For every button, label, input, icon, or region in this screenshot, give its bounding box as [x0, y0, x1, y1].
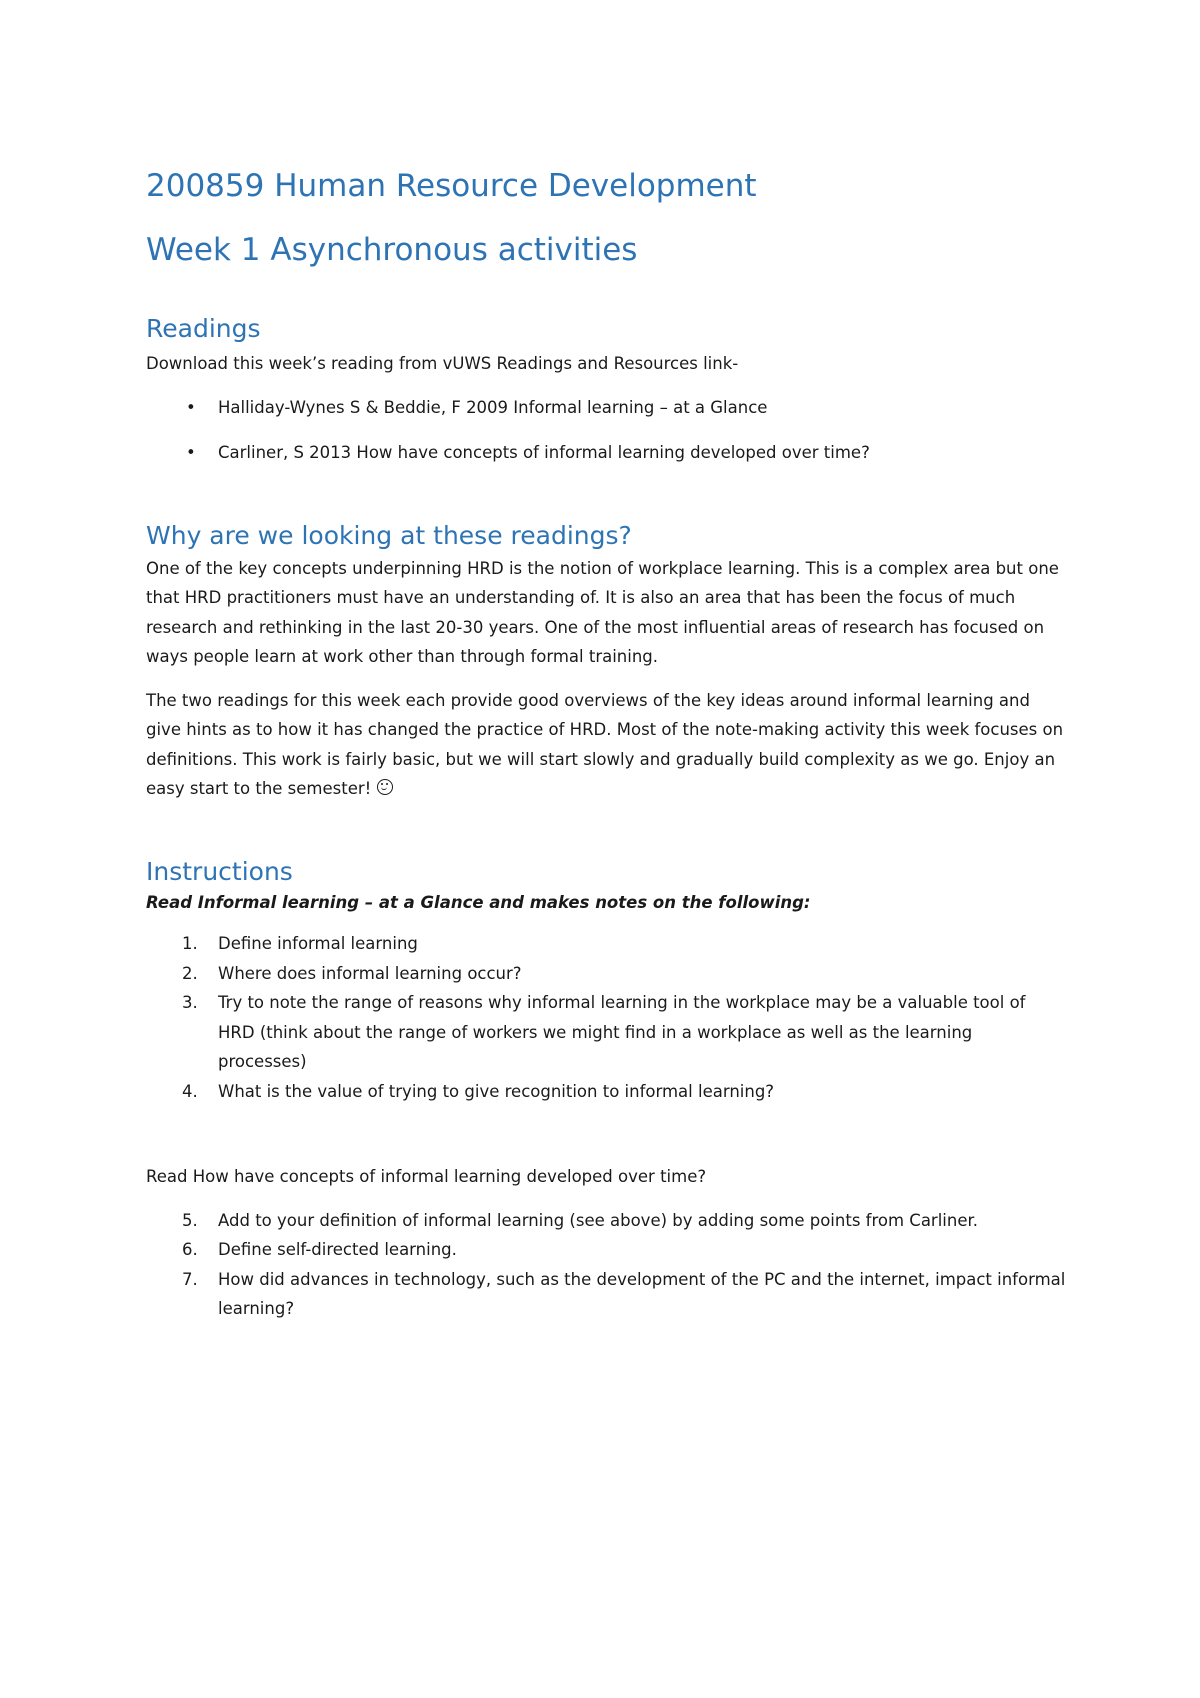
reading-citation: Halliday-Wynes S & Beddie, F 2009 Informal learning – at a Glance	[218, 397, 768, 417]
item-number: 1.	[182, 934, 198, 953]
bullet-icon: •	[186, 443, 196, 462]
readings-list-item	[146, 393, 1066, 423]
instructions-list-2	[146, 1206, 1066, 1324]
document-subtitle: Week 1 Asynchronous activities	[146, 232, 638, 268]
item-text: Define informal learning	[218, 934, 418, 953]
item-number: 4.	[182, 1081, 198, 1101]
item-text: Add to your definition of informal learning (see above) by adding some points from Carliner.	[218, 1210, 979, 1230]
item-number: 6.	[182, 1240, 198, 1259]
item-text: How did advances in technology, such as the development of the PC and the internet, impact informal learning?	[218, 1269, 1066, 1318]
instruction-item	[146, 959, 1066, 989]
why-paragraph-2: The two readings for this week each provide good overviews of the key ideas around informal learning and give hints as to how it has changed the practice of HRD. Most of the note-making activity this week focuses on definitions. This work is fairly basic, but we will start slowly and gradually build complexity as we go. Enjoy an easy start to the semester!	[146, 690, 1064, 798]
readings-list-item	[146, 438, 1066, 468]
item-number: 2.	[182, 963, 198, 983]
bullet-icon: •	[186, 397, 196, 417]
item-number: 3.	[182, 993, 198, 1012]
item-number: 5.	[182, 1210, 198, 1230]
item-text: Try to note the range of reasons why informal learning in the workplace may be a valuable tool of HRD (think about the range of workers we might find in a workplace as well as the learning processes)	[218, 993, 1026, 1071]
instruction-item	[146, 1235, 1066, 1265]
instructions-heading: Instructions	[146, 856, 293, 886]
item-number: 7.	[182, 1269, 198, 1289]
item-text: What is the value of trying to give recognition to informal learning?	[218, 1081, 775, 1101]
readings-heading: Readings	[146, 314, 261, 343]
reading-citation: Carliner, S 2013 How have concepts of informal learning developed over time?	[218, 443, 870, 462]
readings-list	[146, 393, 1066, 468]
document-title: 200859 Human Resource Development	[146, 168, 757, 204]
item-text: Where does informal learning occur?	[218, 963, 522, 983]
why-heading: Why are we looking at these readings?	[146, 520, 632, 550]
instruction-item	[146, 988, 1066, 1077]
readings-intro: Download this week’s reading from vUWS Readings and Resources link-	[146, 354, 739, 373]
smiley-icon	[377, 779, 393, 795]
document-content	[146, 166, 1066, 1324]
instruction-item	[146, 1077, 1066, 1107]
instructions-list-1	[146, 929, 1066, 1106]
why-paragraph-2-wrapper	[146, 686, 1066, 804]
instructions-subheading: Read Informal learning – at a Glance and makes notes on the following:	[146, 892, 811, 912]
instruction-item	[146, 1206, 1066, 1236]
instruction-item	[146, 1265, 1066, 1324]
second-reading-intro: Read How have concepts of informal learning developed over time?	[146, 1167, 707, 1186]
instruction-item	[146, 929, 1066, 959]
why-paragraph-1: One of the key concepts underpinning HRD is the notion of workplace learning. This is a complex area but one that HRD practitioners must have an understanding of. It is also an area that has been the focus of much research and rethinking in the last 20-30 years. One of the most influential areas of research has focused on ways people learn at work other than through formal training.	[146, 558, 1059, 666]
item-text: Define self-directed learning.	[218, 1240, 457, 1259]
